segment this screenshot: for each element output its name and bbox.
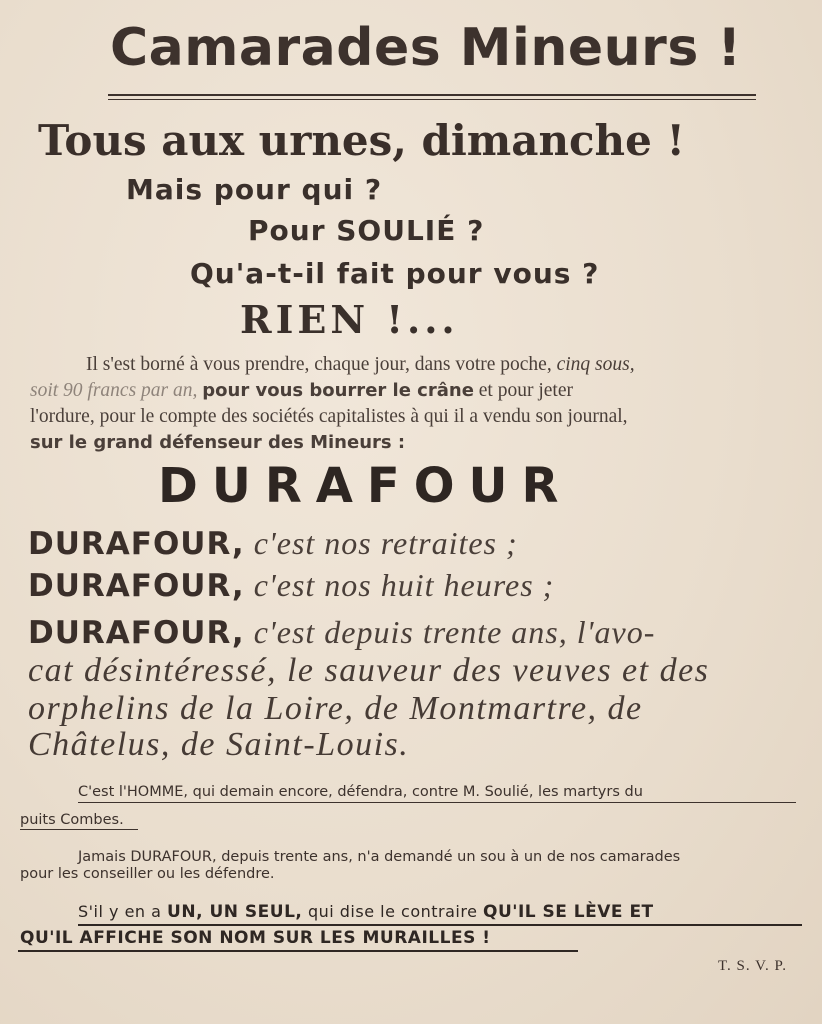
final-light-2: qui dise le contraire — [302, 902, 483, 921]
poster-title: Camarades Mineurs ! — [110, 18, 742, 78]
underline-2 — [78, 924, 802, 926]
durafour-line-1 — [28, 525, 518, 562]
para-bold-2: sur le grand défenseur des Mineurs : — [30, 432, 406, 453]
durafour-text-1: c'est nos retraites ; — [244, 525, 518, 561]
durafour-name-3: DURAFOUR, — [28, 615, 245, 651]
final-line-1 — [78, 902, 654, 922]
title-rule-thick — [108, 94, 756, 96]
para-text-3: l'ordure, pour le compte des sociétés capitalistes à qui il a vendu son journal, — [30, 406, 628, 427]
para-text-1: Il s'est borné à vous prendre, chaque jour, dans votre poche, — [86, 354, 557, 375]
durafour-line-2 — [28, 567, 554, 604]
final-bold-1: UN, UN SEUL, — [167, 902, 303, 922]
final-line-2: QU'IL AFFICHE SON NOM SUR LES MURAILLES ! — [20, 928, 491, 948]
final-bold-2: QU'IL SE LÈVE ET — [483, 902, 654, 922]
para-text-2: et pour jeter — [473, 380, 573, 401]
durafour-text-3: c'est depuis trente ans, l'avo- — [244, 614, 656, 650]
durafour-name-1: DURAFOUR, — [28, 526, 245, 562]
para-italic-2: soit 90 francs par an, — [30, 380, 198, 401]
footer-tsvp: T. S. V. P. — [718, 958, 787, 974]
durafour-name-2: DURAFOUR, — [28, 568, 245, 604]
headline-line-3: Pour SOULIÉ ? — [248, 214, 485, 247]
para-italic-1: cinq sous, — [556, 354, 635, 375]
main-name-heading: DURAFOUR — [158, 458, 573, 514]
underline-3 — [18, 950, 578, 952]
underline-1b — [20, 829, 138, 830]
durafour-line-3 — [28, 614, 655, 651]
continuation-line-2: orphelins de la Loire, de Montmartre, de — [28, 690, 643, 727]
small-text-1a: C'est l'HOMME, qui demain encore, défendra, contre M. Soulié, les martyrs du — [78, 784, 643, 800]
small-text-2a: Jamais DURAFOUR, depuis trente ans, n'a demandé un sou à un de nos camarades — [78, 849, 681, 865]
final-light-1: S'il y en a — [78, 902, 168, 921]
headline-line-2: Mais pour qui ? — [126, 173, 383, 206]
continuation-line-1: cat désintéressé, le sauveur des veuves et des — [28, 652, 710, 689]
para-bold-1: pour vous bourrer le crâne — [202, 380, 474, 401]
small-text-2b: pour les conseiller ou les défendre. — [20, 866, 275, 882]
headline-line-1: Tous aux urnes, dimanche ! — [38, 116, 685, 165]
body-paragraph — [30, 352, 780, 456]
small-text-1b: puits Combes. — [20, 812, 124, 828]
title-rule-thin — [108, 99, 756, 100]
underline-1 — [78, 802, 796, 803]
continuation-line-3: Châtelus, de Saint-Louis. — [28, 726, 410, 763]
headline-line-5: RIEN !... — [240, 297, 459, 342]
durafour-text-2: c'est nos huit heures ; — [244, 567, 555, 603]
headline-line-4: Qu'a-t-il fait pour vous ? — [190, 257, 600, 290]
